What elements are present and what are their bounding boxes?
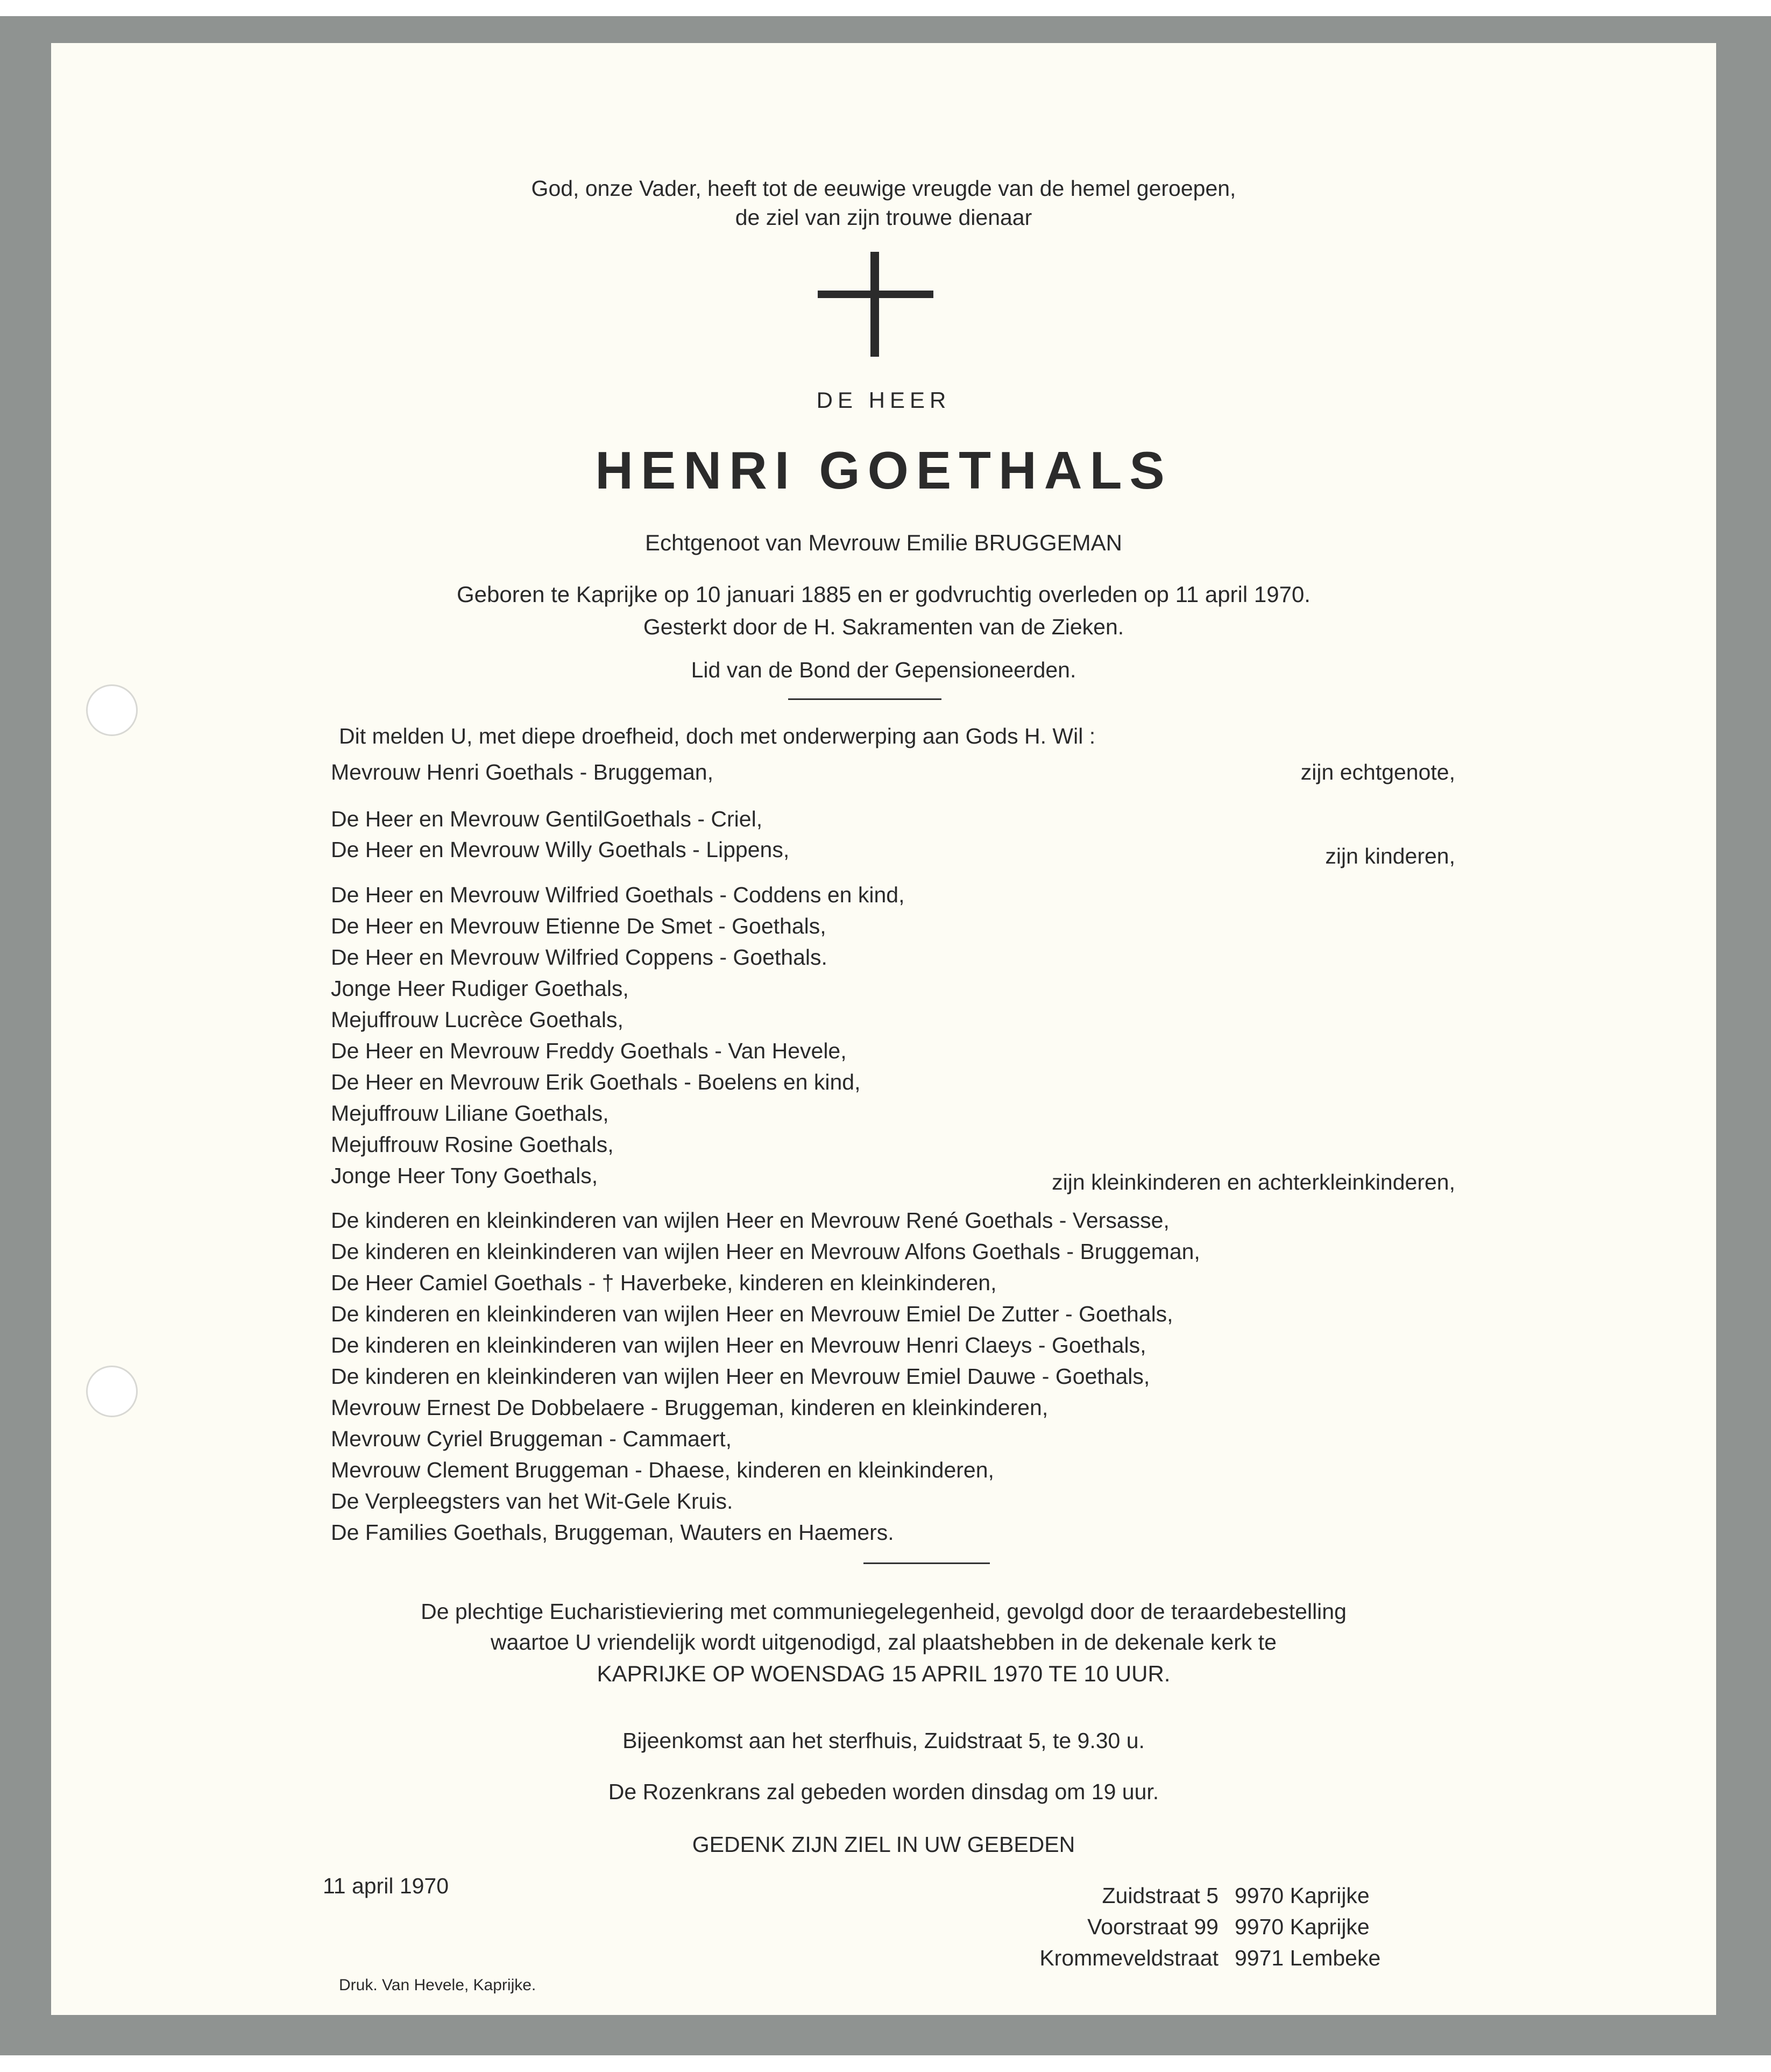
list-item: Mevrouw Ernest De Dobbelaere - Bruggeman, kinderen en kleinkinderen, (331, 1395, 1049, 1420)
intro-line-1: God, onze Vader, heeft tot de eeuwige vreugde van de hemel geroepen, (531, 176, 1236, 201)
service-line-3: KAPRIJKE OP WOENSDAG 15 APRIL 1970 TE 10 UUR. (597, 1661, 1171, 1686)
punch-hole-bottom (86, 1366, 138, 1417)
list-item: De Heer en Mevrouw Wilfried Goethals - Coddens en kind, (331, 882, 905, 907)
list-item: De Heer Camiel Goethals - † Haverbeke, kinderen en kleinkinderen, (331, 1270, 997, 1295)
printer-credit: Druk. Van Hevele, Kaprijke. (339, 1976, 536, 1994)
divider-1 (788, 698, 941, 700)
address-street: Voorstraat 99 (1087, 1914, 1219, 1939)
service-line-1: De plechtige Eucharistieviering met communiegelegenheid, gevolgd door de teraardebestelling (421, 1599, 1347, 1624)
list-item: Jonge Heer Tony Goethals, zijn kleinkinderen en achterkleinkinderen, (331, 1163, 1455, 1194)
list-item: De Verpleegsters van het Wit-Gele Kruis. (331, 1489, 733, 1514)
punch-hole-top (86, 684, 138, 736)
closing-line: GEDENK ZIJN ZIEL IN UW GEBEDEN (692, 1832, 1075, 1857)
address-street: Krommeveldstraat (1039, 1946, 1219, 1970)
mourning-card-border (0, 16, 1771, 2055)
list-item: De kinderen en kleinkinderen van wijlen Heer en Mevrouw Alfons Goethals - Bruggeman, (331, 1239, 1200, 1264)
mourning-card-paper (51, 43, 1716, 2015)
list-item: De kinderen en kleinkinderen van wijlen Heer en Mevrouw Emiel De Zutter - Goethals, (331, 1302, 1173, 1326)
deceased-name: HENRI GOETHALS (595, 441, 1172, 500)
list-item: De Heer en Mevrouw GentilGoethals - Criel, (331, 807, 763, 831)
list-item: De kinderen en kleinkinderen van wijlen Heer en Mevrouw Emiel Dauwe - Goethals, (331, 1364, 1150, 1389)
address-street: Zuidstraat 5 (1102, 1883, 1219, 1908)
date-line: 11 april 1970 (323, 1873, 449, 1898)
spouse-line: Echtgenoot van Mevrouw Emilie BRUGGEMAN (645, 530, 1122, 555)
rosary-line: De Rozenkrans zal gebeden worden dinsdag om 19 uur. (608, 1779, 1159, 1804)
list-item: De Heer en Mevrouw Erik Goethals - Boelens en kind, (331, 1070, 861, 1094)
title-prefix: DE HEER (816, 387, 951, 413)
intro-line-2: de ziel van zijn trouwe dienaar (735, 205, 1032, 230)
sacraments-line: Gesterkt door de H. Sakramenten van de Zieken. (643, 614, 1124, 639)
list-item: De Heer en Mevrouw Wilfried Coppens - Goethals. (331, 945, 827, 970)
cross-icon (818, 252, 933, 357)
list-item: Mevrouw Henri Goethals - Bruggeman, zijn echtgenote, (331, 760, 1455, 784)
service-line-2: waartoe U vriendelijk wordt uitgenodigd, zal plaatshebben in de dekenale kerk te (491, 1630, 1277, 1654)
announcement-line: Dit melden U, met diepe droefheid, doch met onderwerping aan Gods H. Wil : (339, 724, 1096, 748)
membership-line: Lid van de Bond der Gepensioneerden. (691, 657, 1076, 682)
address-town: 9971 Lembeke (1235, 1946, 1381, 1970)
list-item: Mejuffrouw Liliane Goethals, (331, 1101, 609, 1126)
gathering-line: Bijeenkomst aan het sterfhuis, Zuidstraat 5, te 9.30 u. (622, 1728, 1145, 1753)
list-item: Mejuffrouw Rosine Goethals, (331, 1132, 614, 1157)
divider-2 (863, 1562, 990, 1564)
list-item: Mevrouw Cyriel Bruggeman - Cammaert, (331, 1426, 732, 1451)
list-item: De kinderen en kleinkinderen van wijlen Heer en Mevrouw René Goethals - Versasse, (331, 1208, 1170, 1233)
address-town: 9970 Kaprijke (1235, 1883, 1370, 1908)
list-item: De Heer en Mevrouw Willy Goethals - Lippens, zijn kinderen, (331, 837, 1455, 868)
list-item: Mevrouw Clement Bruggeman - Dhaese, kinderen en kleinkinderen, (331, 1458, 994, 1482)
list-item: De Heer en Mevrouw Etienne De Smet - Goethals, (331, 914, 826, 938)
birth-death-line: Geboren te Kaprijke op 10 januari 1885 en er godvruchtig overleden op 11 april 1970. (457, 582, 1310, 607)
list-item: Mejuffrouw Lucrèce Goethals, (331, 1007, 624, 1032)
address-town: 9970 Kaprijke (1235, 1914, 1370, 1939)
list-item: De Families Goethals, Bruggeman, Wauters en Haemers. (331, 1520, 894, 1545)
list-item: De kinderen en kleinkinderen van wijlen Heer en Mevrouw Henri Claeys - Goethals, (331, 1333, 1146, 1357)
list-item: Jonge Heer Rudiger Goethals, (331, 976, 629, 1001)
list-item: De Heer en Mevrouw Freddy Goethals - Van Hevele, (331, 1038, 847, 1063)
